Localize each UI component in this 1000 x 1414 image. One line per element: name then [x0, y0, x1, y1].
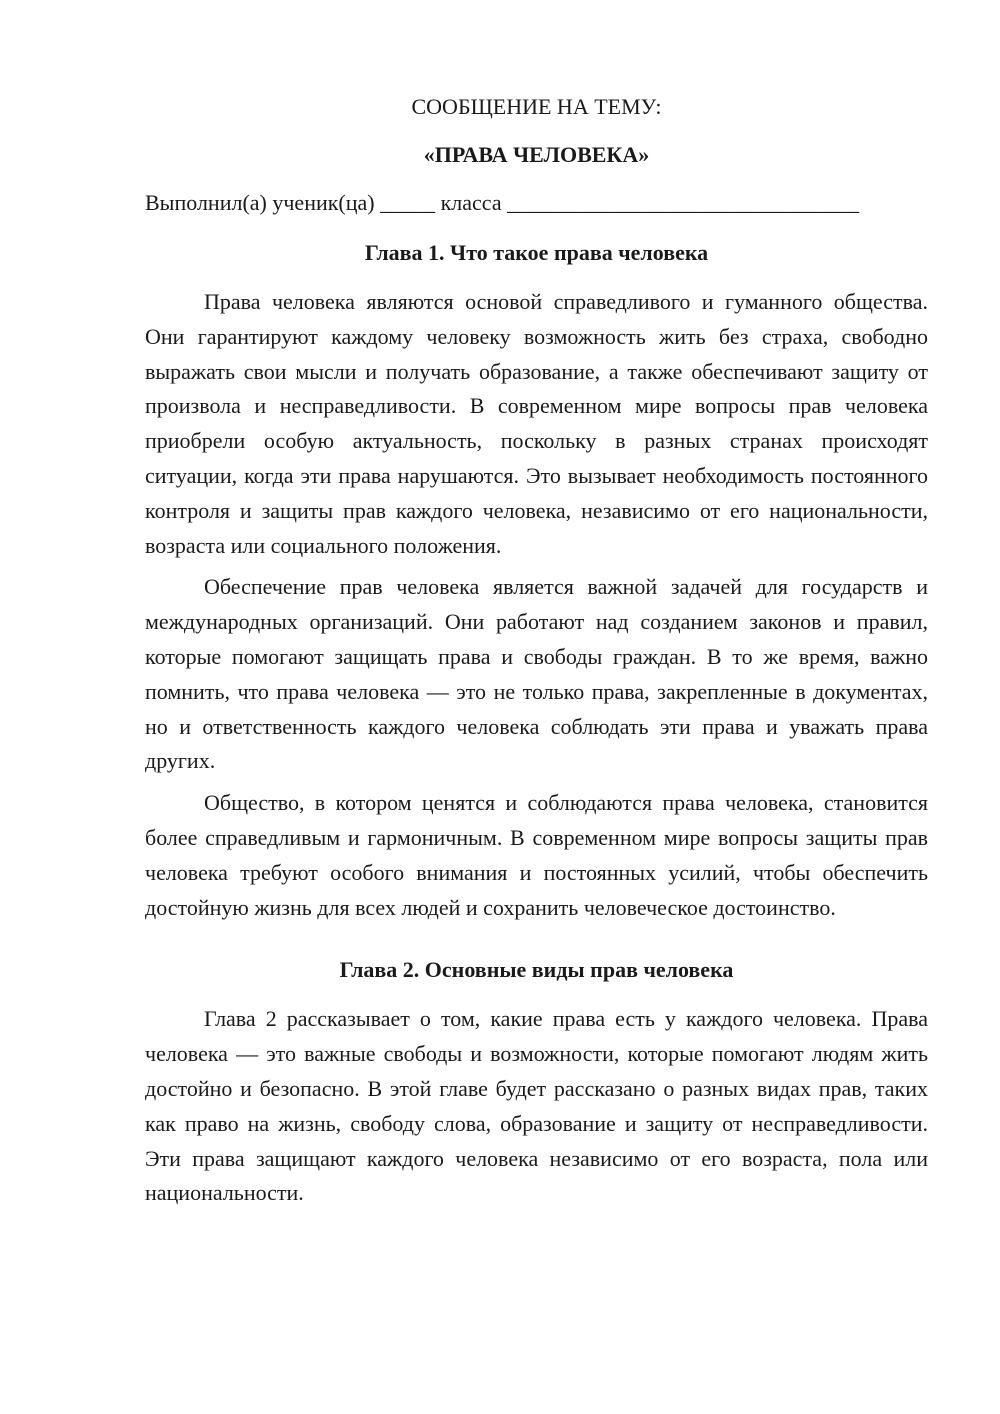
chapter-1-heading: Глава 1. Что такое права человека: [364, 240, 709, 265]
chapter-2-paragraph-1: Глава 2 рассказывает о том, какие права есть у каждого человека. Права человека — это важные свободы и возможности, которые помогают людям жить достойно и безопасно. В этой главе будет рассказано о разных видах прав, таких как право на жизнь, свободу слова, образование и защиту от несправедливости. Эти права защищают каждого человека независимо от его возраста, пола или национальности.: [145, 1006, 928, 1206]
document-subtitle: «ПРАВА ЧЕЛОВЕКА»: [423, 142, 650, 167]
chapter-1-paragraph-2: Обеспечение прав человека является важной задачей для государств и международных организаций. Они работают над созданием законов и правил, которые помогают защищать права и свободы граждан. В то же время, важно помнить, что права человека — это не только права, закрепленные в документах, но и ответственность каждого человека соблюдать эти права и уважать права других.: [145, 574, 928, 774]
chapter-1-paragraph-1: Права человека являются основой справедливого и гуманного общества. Они гарантируют каждому человеку возможность жить без страха, свободно выражать свои мысли и получать образование, а также обеспечивают защиту от произвола и несправедливости. В современном мире вопросы прав человека приобрели особую актуальность, поскольку в разных странах происходят ситуации, когда эти права нарушаются. Это вызывает необходимость постоянного контроля и защиты прав каждого человека, независимо от его национальности, возраста или социального положения.: [145, 289, 928, 558]
chapter-1-paragraph-3: Общество, в котором ценятся и соблюдаются права человека, становится более справедливым и гармоничным. В современном мире вопросы защиты прав человека требуют особого внимания и постоянных усилий, чтобы обеспечить достойную жизнь для всех людей и сохранить человеческое достоинство.: [145, 790, 928, 920]
document-title: СООБЩЕНИЕ НА ТЕМУ:: [411, 94, 662, 119]
author-byline: Выполнил(а) ученик(ца) _____ класса ________________________________: [145, 190, 860, 215]
document-page: [145, 92, 928, 1211]
chapter-2-heading: Глава 2. Основные виды прав человека: [339, 957, 734, 983]
